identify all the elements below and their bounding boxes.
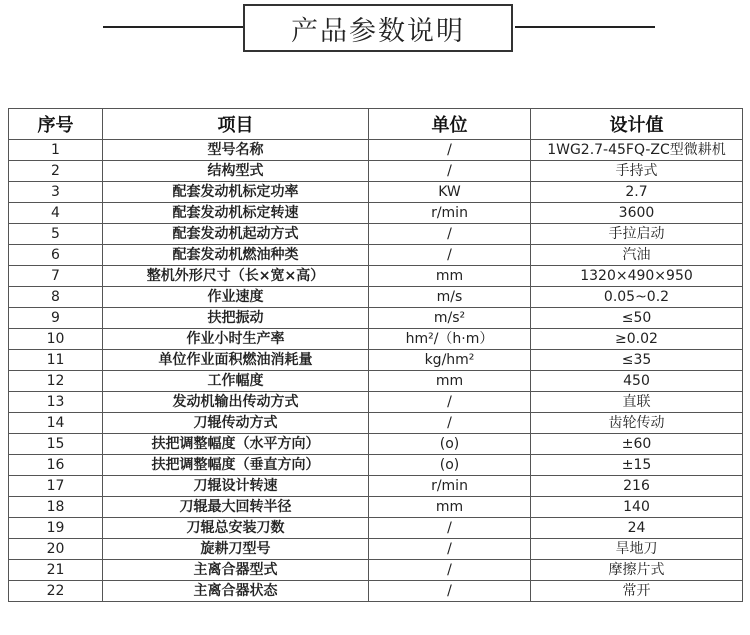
cell-item: 发动机输出传动方式 (103, 392, 369, 413)
cell-value: 450 (531, 371, 743, 392)
table-row (9, 329, 743, 350)
cell-item: 作业小时生产率 (103, 329, 369, 350)
cell-unit: / (369, 245, 531, 266)
cell-unit: / (369, 581, 531, 602)
cell-unit: hm²/（h·m） (369, 329, 531, 350)
cell-item: 刀辊设计转速 (103, 476, 369, 497)
title-rule-left (103, 26, 243, 28)
table-row (9, 392, 743, 413)
table-row (9, 560, 743, 581)
title-banner (0, 0, 750, 60)
table-row (9, 203, 743, 224)
title-rule-right (515, 26, 655, 28)
cell-index: 21 (9, 560, 103, 581)
table-row (9, 476, 743, 497)
cell-value: 0.05~0.2 (531, 287, 743, 308)
cell-value: 1320×490×950 (531, 266, 743, 287)
cell-unit: m/s (369, 287, 531, 308)
table-row (9, 455, 743, 476)
cell-value: ≤50 (531, 308, 743, 329)
table-row (9, 182, 743, 203)
cell-value: 140 (531, 497, 743, 518)
cell-index: 3 (9, 182, 103, 203)
table-row (9, 287, 743, 308)
cell-value: 摩擦片式 (531, 560, 743, 581)
cell-unit: / (369, 539, 531, 560)
cell-item: 刀辊传动方式 (103, 413, 369, 434)
table-row (9, 224, 743, 245)
cell-index: 9 (9, 308, 103, 329)
table-row (9, 518, 743, 539)
cell-item: 作业速度 (103, 287, 369, 308)
cell-unit: (o) (369, 455, 531, 476)
cell-index: 5 (9, 224, 103, 245)
cell-index: 2 (9, 161, 103, 182)
header-index: 序号 (9, 109, 103, 140)
cell-unit: / (369, 392, 531, 413)
cell-value: 手持式 (531, 161, 743, 182)
cell-item: 刀辊总安装刀数 (103, 518, 369, 539)
cell-item: 整机外形尺寸（长×宽×高） (103, 266, 369, 287)
cell-item: 工作幅度 (103, 371, 369, 392)
cell-unit: / (369, 560, 531, 581)
cell-index: 11 (9, 350, 103, 371)
cell-item: 主离合器型式 (103, 560, 369, 581)
cell-index: 19 (9, 518, 103, 539)
table-row (9, 161, 743, 182)
table-row (9, 371, 743, 392)
table-row (9, 497, 743, 518)
cell-index: 1 (9, 140, 103, 161)
cell-index: 13 (9, 392, 103, 413)
cell-item: 型号名称 (103, 140, 369, 161)
cell-unit: mm (369, 497, 531, 518)
cell-index: 16 (9, 455, 103, 476)
cell-value: 3600 (531, 203, 743, 224)
cell-unit: r/min (369, 476, 531, 497)
header-unit: 单位 (369, 109, 531, 140)
table-row (9, 434, 743, 455)
cell-index: 10 (9, 329, 103, 350)
cell-index: 7 (9, 266, 103, 287)
cell-unit: kg/hm² (369, 350, 531, 371)
spec-table (8, 108, 743, 602)
cell-unit: mm (369, 371, 531, 392)
cell-item: 配套发动机起动方式 (103, 224, 369, 245)
table-row (9, 308, 743, 329)
cell-index: 22 (9, 581, 103, 602)
cell-value: ≤35 (531, 350, 743, 371)
cell-value: 手拉启动 (531, 224, 743, 245)
table-row (9, 266, 743, 287)
table-row (9, 350, 743, 371)
cell-index: 8 (9, 287, 103, 308)
cell-value: ≥0.02 (531, 329, 743, 350)
cell-unit: / (369, 140, 531, 161)
cell-value: 直联 (531, 392, 743, 413)
table-header-row (9, 109, 743, 140)
cell-unit: / (369, 518, 531, 539)
cell-unit: r/min (369, 203, 531, 224)
cell-value: ±60 (531, 434, 743, 455)
cell-value: ±15 (531, 455, 743, 476)
cell-item: 旋耕刀型号 (103, 539, 369, 560)
cell-index: 14 (9, 413, 103, 434)
table-row (9, 413, 743, 434)
cell-index: 20 (9, 539, 103, 560)
cell-item: 扶把调整幅度（垂直方向） (103, 455, 369, 476)
header-item: 项目 (103, 109, 369, 140)
cell-item: 扶把振动 (103, 308, 369, 329)
cell-item: 扶把调整幅度（水平方向） (103, 434, 369, 455)
cell-unit: KW (369, 182, 531, 203)
cell-value: 汽油 (531, 245, 743, 266)
cell-item: 结构型式 (103, 161, 369, 182)
cell-value: 齿轮传动 (531, 413, 743, 434)
cell-item: 配套发动机标定转速 (103, 203, 369, 224)
cell-value: 常开 (531, 581, 743, 602)
cell-item: 配套发动机燃油种类 (103, 245, 369, 266)
cell-value: 2.7 (531, 182, 743, 203)
cell-value: 216 (531, 476, 743, 497)
cell-value: 24 (531, 518, 743, 539)
cell-value: 旱地刀 (531, 539, 743, 560)
table-row (9, 140, 743, 161)
cell-unit: / (369, 413, 531, 434)
cell-index: 17 (9, 476, 103, 497)
cell-item: 主离合器状态 (103, 581, 369, 602)
page-title: 产品参数说明 (243, 4, 513, 52)
cell-index: 12 (9, 371, 103, 392)
cell-value: 1WG2.7-45FQ-ZC型微耕机 (531, 140, 743, 161)
cell-unit: / (369, 224, 531, 245)
table-row (9, 581, 743, 602)
cell-unit: / (369, 161, 531, 182)
cell-item: 单位作业面积燃油消耗量 (103, 350, 369, 371)
cell-index: 4 (9, 203, 103, 224)
cell-index: 15 (9, 434, 103, 455)
cell-item: 配套发动机标定功率 (103, 182, 369, 203)
table-row (9, 245, 743, 266)
cell-item: 刀辊最大回转半径 (103, 497, 369, 518)
table-row (9, 539, 743, 560)
cell-unit: (o) (369, 434, 531, 455)
cell-unit: m/s² (369, 308, 531, 329)
cell-index: 6 (9, 245, 103, 266)
cell-unit: mm (369, 266, 531, 287)
cell-index: 18 (9, 497, 103, 518)
header-value: 设计值 (531, 109, 743, 140)
